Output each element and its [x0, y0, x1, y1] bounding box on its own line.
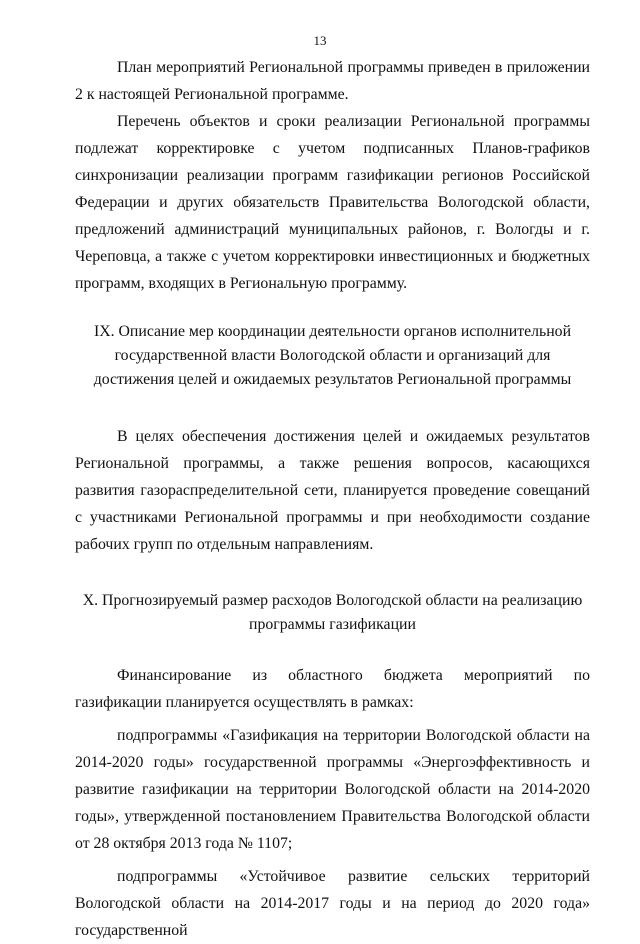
page-number: 13 — [313, 33, 327, 48]
paragraph-plan-reference: План мероприятий Региональной программы приведен в приложении 2 к настоящей Региональной программе. — [75, 59, 590, 103]
document-body — [75, 54, 590, 944]
paragraph-coordination: В целях обеспечения достижения целей и ожидаемых результатов Региональной программы, а также решения вопросов, касающихся развития газораспределительной сети, планируется проведение совещаний с участниками Региональной программы и при необходимости создание рабочих групп по отдельным направлениям. — [75, 428, 590, 553]
section-heading-ix: IX. Описание мер координации деятельности органов исполнительной государственной власти Вологодской области и организаций для достижения целей и ожидаемых результатов Региональной программы — [93, 323, 572, 388]
paragraph-subprogram-rural: подпрограммы «Устойчивое развитие сельских территорий Вологодской области на 2014-2017 годы и на период до 2020 года» государственной — [75, 868, 590, 939]
paragraph-objects-list: Перечень объектов и сроки реализации Региональной программы подлежат корректировке с учетом подписанных Планов-графиков синхронизации реализации программ газификации регионов Российской Федерации и других обязательств Правительства Вологодской области, предложений администраций муниципальных районов, г. Вологды и г. Череповца, а также с учетом корректировки инвестиционных и бюджетных программ, входящих в Региональную программу. — [75, 113, 590, 292]
paragraph-financing: Финансирование из областного бюджета мероприятий по газификации планируется осуществлять в рамках: — [75, 667, 590, 711]
section-heading-x: X. Прогнозируемый размер расходов Вологодской области на реализацию программы газификации — [82, 592, 583, 633]
paragraph-subprogram-gasification: подпрограммы «Газификация на территории Вологодской области на 2014-2020 годы» государственной программы «Энергоэффективность и развитие газификации на территории Вологодской области на 2014-2020 годы», утвержденной постановлением Правительства Вологодской области от 28 октября 2013 года № 1107; — [75, 727, 590, 852]
